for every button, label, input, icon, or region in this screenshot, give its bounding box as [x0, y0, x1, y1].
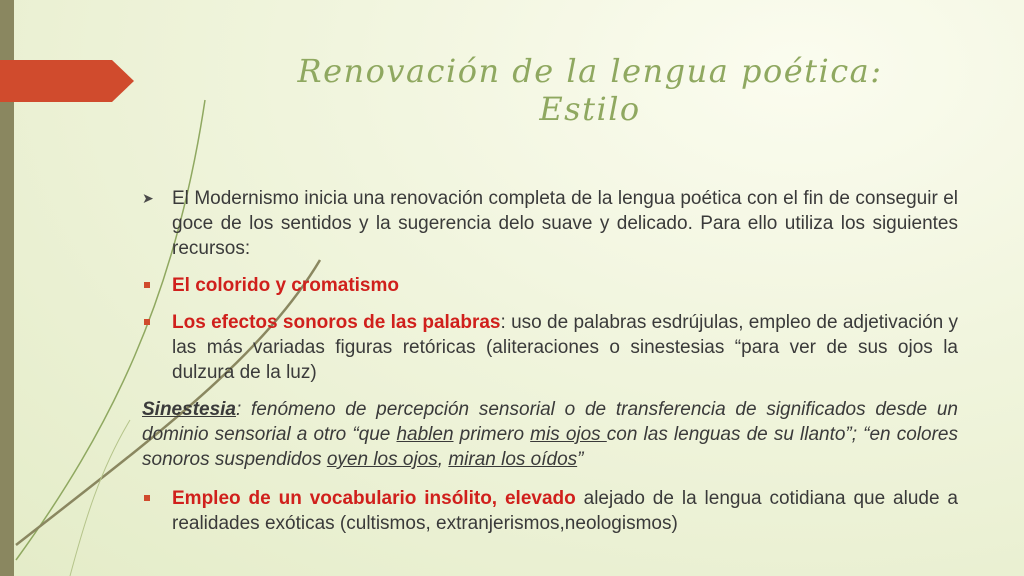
intro-paragraph	[142, 186, 958, 261]
slide-title-line2: Estilo	[539, 90, 641, 128]
bullet-vocabulario	[142, 486, 958, 536]
sinestesia-text: ,	[437, 449, 449, 470]
sinestesia-text: primero	[453, 424, 531, 445]
underlined-phrase: oyen los ojos	[326, 449, 438, 470]
sinestesia-text: : fenómeno de percepción sensorial o de transferencia de significados desde un dominio sensorial a otro “que	[142, 399, 958, 445]
bullet-heading: El colorido y cromatismo	[172, 275, 399, 296]
square-bullet-icon	[144, 282, 150, 288]
sinestesia-text: ”	[577, 449, 584, 470]
bullet-heading: Los efectos sonoros de las palabras	[172, 312, 501, 333]
bullet-heading: Empleo de un vocabulario insólito, elevado	[172, 488, 576, 509]
underlined-phrase: miran los oídos	[448, 449, 578, 470]
sinestesia-term: Sinestesia	[142, 399, 236, 420]
underlined-phrase: mis ojos	[530, 424, 607, 445]
slide-body	[142, 186, 958, 548]
intro-text: El Modernismo inicia una renovación completa de la lengua poética con el fin de conseguir el goce de los sentidos y la sugerencia delo suave y delicado. Para ello utiliza los siguientes recursos:	[172, 188, 958, 259]
sinestesia-text: con las lenguas de su llanto”; “en colores sonoros suspendidos	[142, 424, 958, 470]
slide-title	[250, 52, 930, 128]
slide-title-line1: Renovación de la lengua poética:	[297, 52, 883, 90]
square-bullet-icon	[144, 319, 150, 325]
underlined-phrase: hablen	[396, 424, 454, 445]
square-bullet-icon	[144, 495, 150, 501]
sinestesia-definition	[142, 397, 958, 472]
bullet-text: : uso de palabras esdrújulas, empleo de adjetivación y las más variadas figuras retóricas (aliteraciones o sinestesias “para ver de sus ojos la dulzura de la luz)	[172, 312, 958, 383]
bullet-efectos-sonoros	[142, 310, 958, 385]
arrow-bullet-icon: ➤	[142, 190, 154, 206]
bullet-colorido	[142, 273, 958, 298]
bullet-text: alejado de la lengua cotidiana que alude a realidades exóticas (cultismos, extranjerismos,neologismos)	[172, 488, 958, 534]
